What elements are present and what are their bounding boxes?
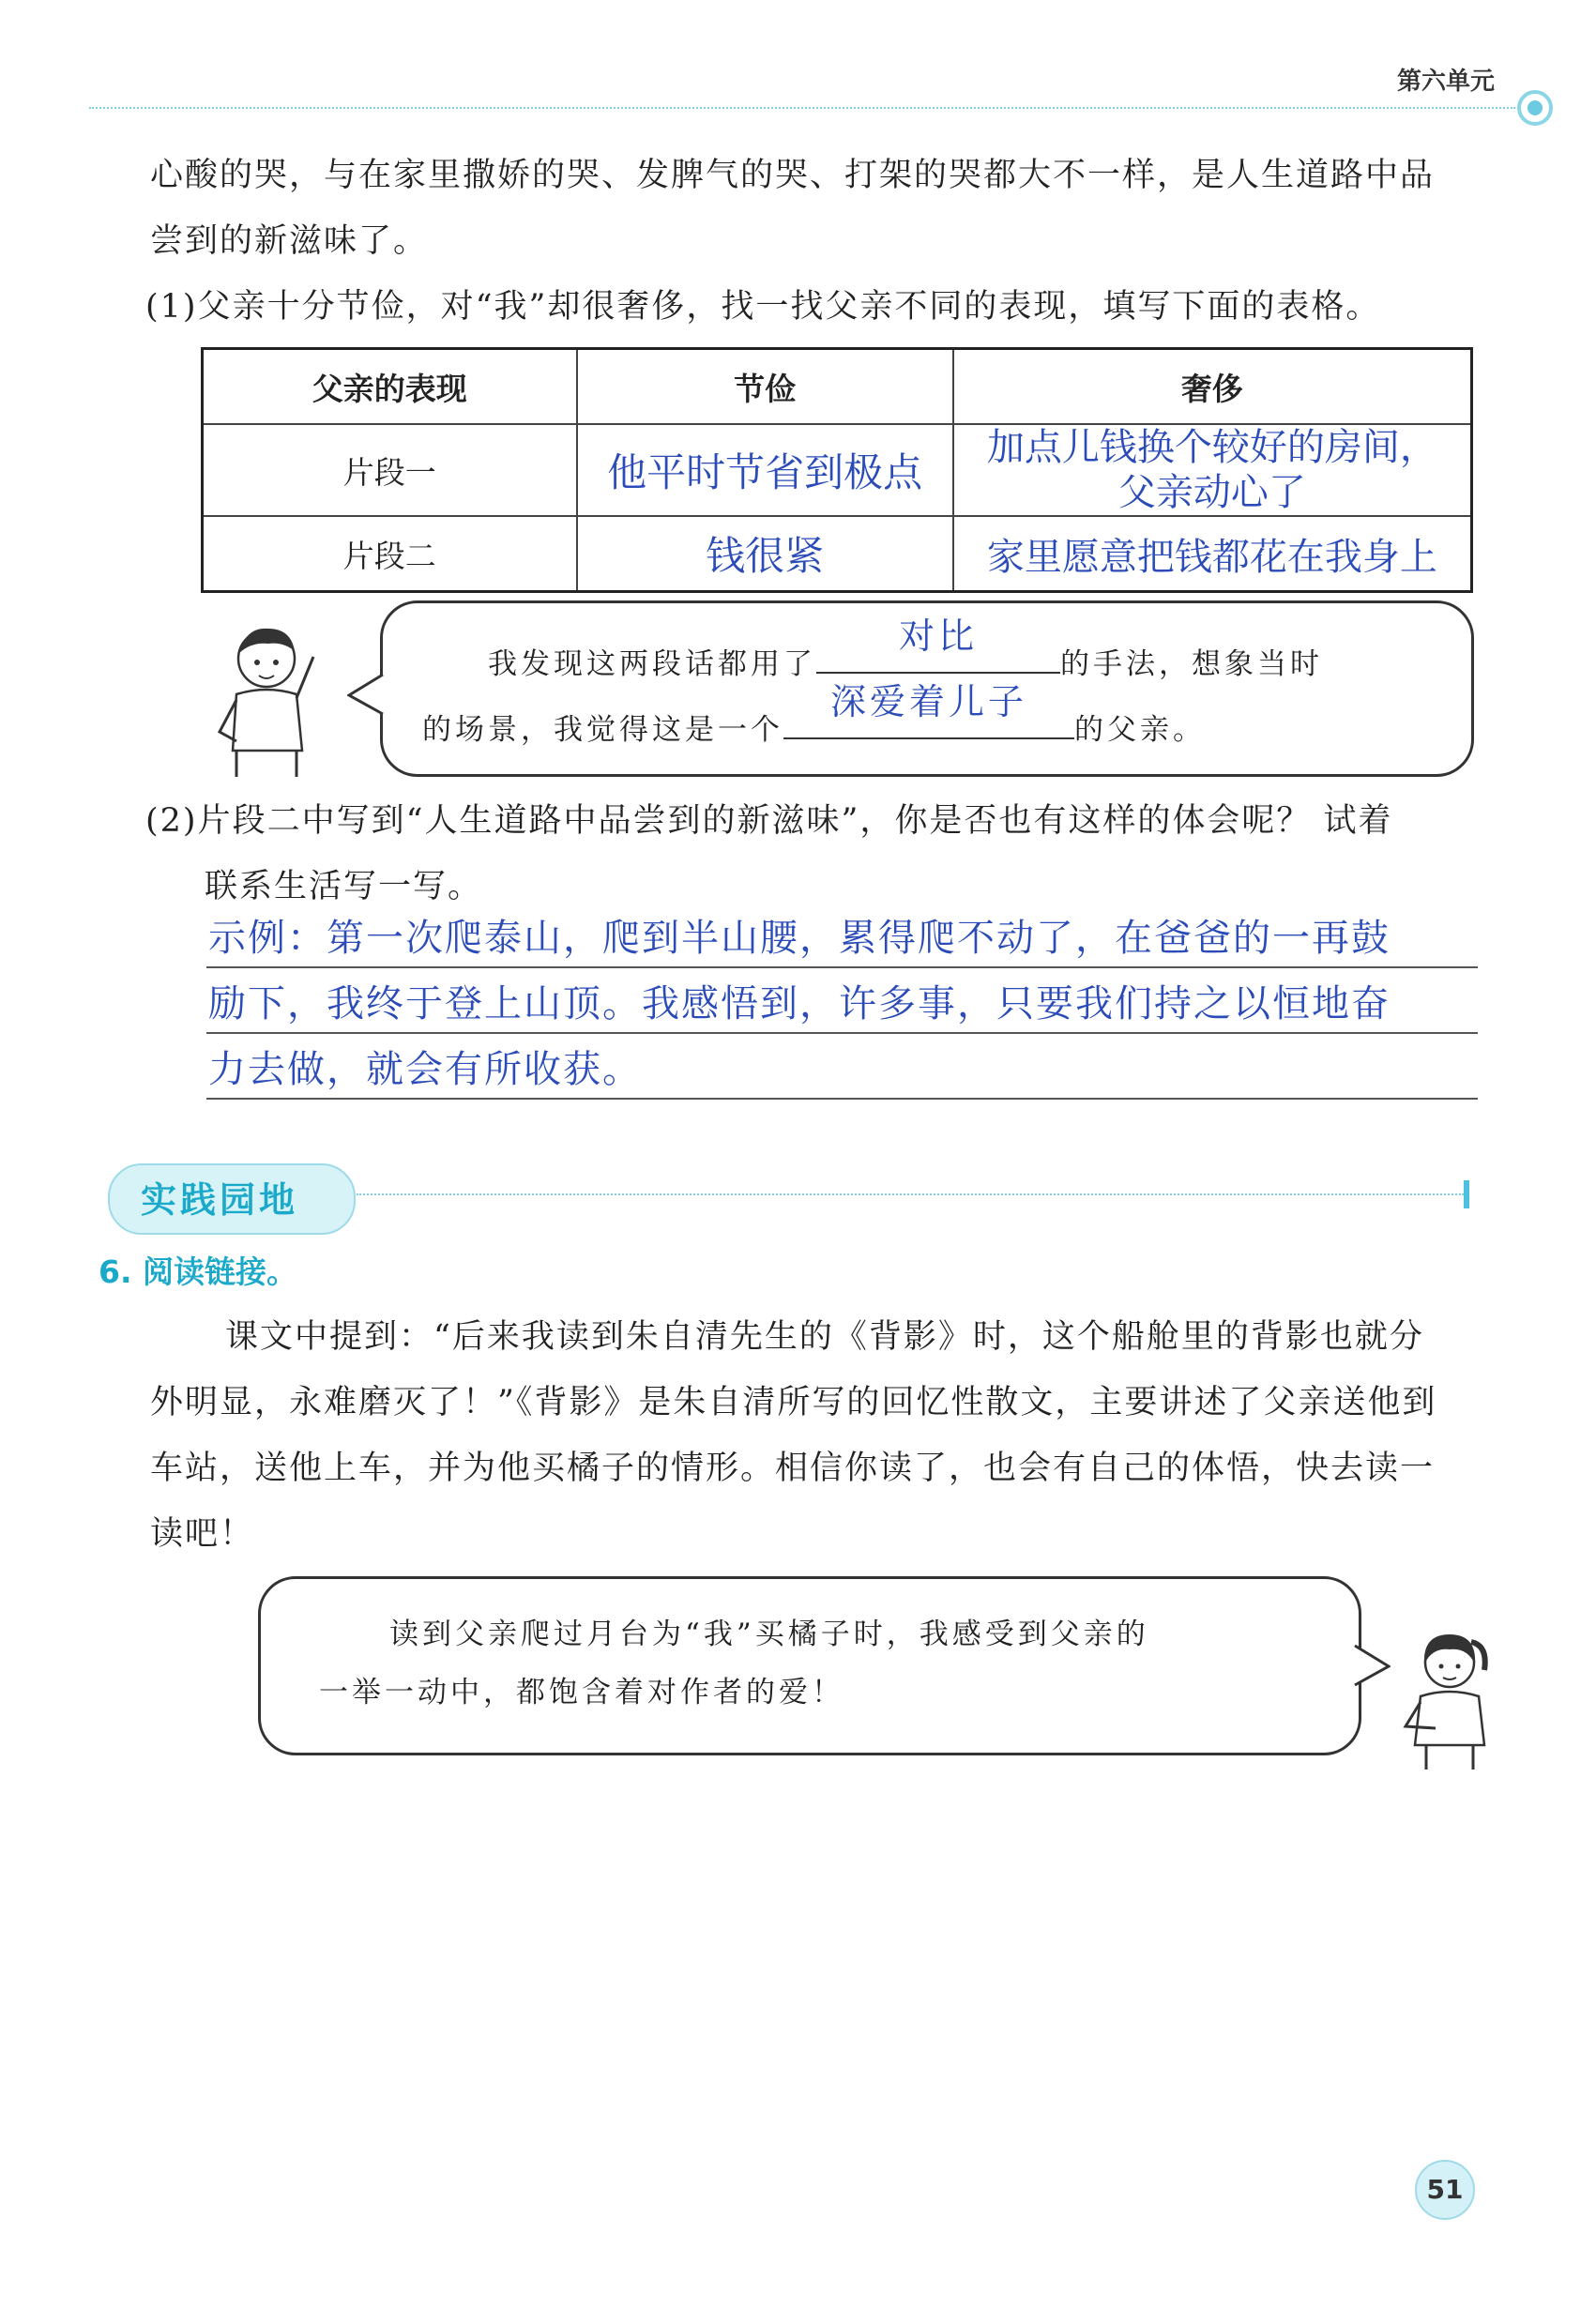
reading-line: 外明显，永难磨灭了！”《背影》是朱自清所写的回忆性散文，主要讲述了父亲送他到	[150, 1384, 1437, 1421]
table-header-row	[203, 349, 1472, 425]
bubble-text: 的父亲。	[1074, 713, 1206, 747]
question-2-prompt-line-2: 联系生活写一写。	[205, 868, 483, 905]
bubble-tail-icon	[347, 671, 388, 718]
passage-line-2: 尝到的新滋味了。	[150, 222, 429, 260]
bubble-line-2: 一举一动中，都饱含着对作者的爱！	[319, 1676, 844, 1709]
blank-father-type[interactable]	[783, 681, 1074, 739]
answer-father-type: 深爱着儿子	[829, 681, 1027, 722]
writing-line	[206, 1032, 1478, 1034]
bubble-text: 我发现这两段话都用了	[488, 647, 816, 681]
section-divider	[357, 1193, 1464, 1195]
answer-line[interactable]: 力去做，就会有所收获。	[208, 1048, 642, 1091]
bubble-text: 的手法，想象当时	[1060, 647, 1323, 681]
header-divider	[89, 107, 1515, 109]
row-label: 片段一	[203, 424, 577, 516]
bubble-tail-icon	[1349, 1642, 1391, 1689]
girl-illustration-icon	[1398, 1623, 1501, 1773]
answer-technique: 对比	[898, 615, 978, 657]
reading-line: 课文中提到：“后来我读到朱自清先生的《背影》时，这个船舱里的背影也就分	[225, 1318, 1424, 1356]
header-cell: 节俭	[577, 349, 953, 425]
passage-line-1: 心酸的哭，与在家里撒娇的哭、发脾气的哭、打架的哭都大不一样，是人生道路中品	[150, 157, 1436, 194]
reading-line: 车站，送他上车，并为他买橘子的情形。相信你读了，也会有自己的体悟，快去读一	[150, 1450, 1436, 1487]
answer-line: 父亲动心了	[1117, 471, 1306, 514]
question-6-heading: 6. 阅读链接。	[99, 1253, 297, 1290]
section-title: 实践园地	[141, 1179, 299, 1221]
writing-line	[206, 966, 1478, 968]
question-1-prompt: (1)父亲十分节俭，对“我”却很奢侈，找一找父亲不同的表现，填写下面的表格。	[145, 288, 1381, 326]
question-2-prompt-line-1: (2)片段二中写到“人生道路中品尝到的新滋味”，你是否也有这样的体会呢？ 试着	[145, 802, 1393, 840]
comparison-table	[201, 347, 1473, 593]
answer-cell[interactable]: 他平时节省到极点	[577, 424, 953, 516]
table-row	[203, 424, 1472, 516]
section-end-mark	[1464, 1180, 1469, 1208]
bubble-text: 的场景，我觉得这是一个	[422, 713, 783, 747]
table-row	[203, 516, 1472, 592]
header-cell: 父亲的表现	[203, 349, 577, 425]
answer-cell[interactable]	[953, 424, 1472, 516]
bubble-line-2	[422, 681, 1206, 758]
unit-title: 第六单元	[1396, 68, 1495, 96]
row-label: 片段二	[203, 516, 577, 592]
bubble-line-1: 读到父亲爬过月台为“我”买橘子时，我感受到父亲的	[389, 1618, 1149, 1651]
blank-technique[interactable]	[816, 615, 1060, 674]
answer-cell[interactable]: 家里愿意把钱都花在我身上	[953, 516, 1472, 592]
writing-line	[206, 1098, 1478, 1100]
answer-line[interactable]: 励下，我终于登上山顶。我感悟到，许多事，只要我们持之以恒地奋	[208, 982, 1391, 1025]
reading-line: 读吧！	[150, 1515, 255, 1553]
answer-line: 加点儿钱换个较好的房间，	[986, 426, 1437, 469]
page-number: 51	[1415, 2160, 1475, 2220]
header-cell: 奢侈	[953, 349, 1472, 425]
boy-illustration-icon	[208, 619, 330, 779]
answer-cell[interactable]: 钱很紧	[577, 516, 953, 592]
answer-line[interactable]: 示例：第一次爬泰山，爬到半山腰，累得爬不动了，在爸爸的一再鼓	[208, 917, 1391, 960]
header-circle-icon	[1517, 90, 1553, 126]
